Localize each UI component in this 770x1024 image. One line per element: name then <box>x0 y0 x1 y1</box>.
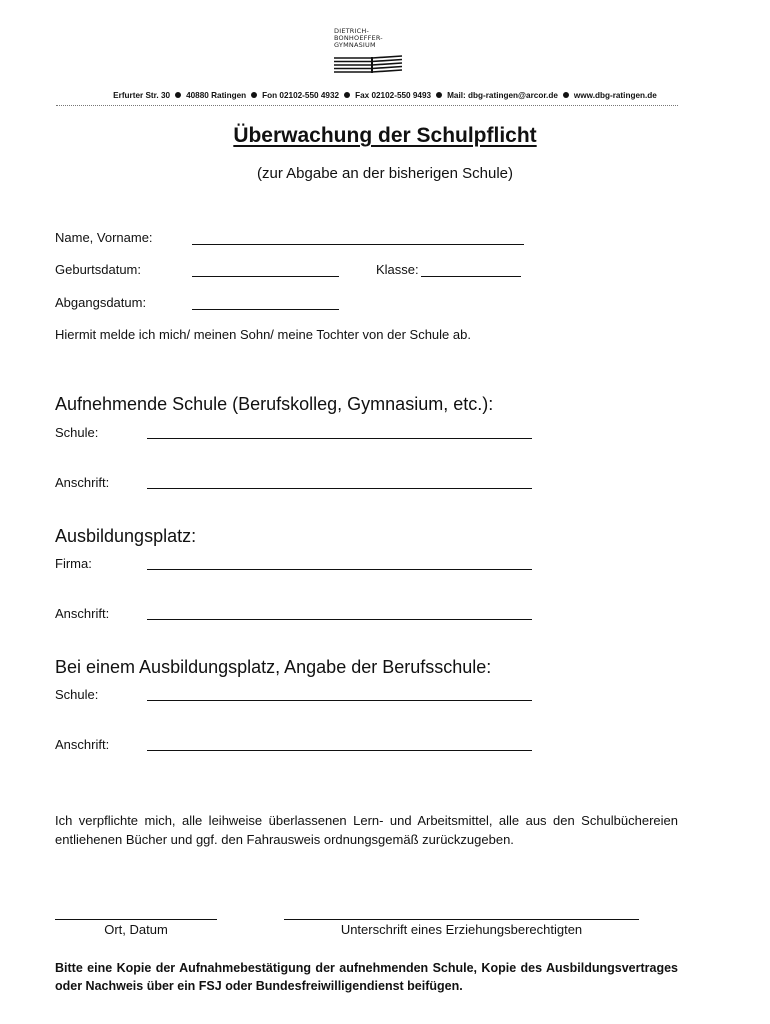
attachment-note: Bitte eine Kopie der Aufnahmebestätigung der aufnehmenden Schule, Kopie des Ausbildungsvertrages oder Nachweis über ein FSJ oder Bundesfreiwilligendienst beifügen. <box>55 961 678 993</box>
bullet-icon <box>563 92 569 98</box>
signature-field[interactable] <box>284 919 639 920</box>
bullet-icon <box>251 92 257 98</box>
leave-date-label: Abgangsdatum: <box>55 295 147 310</box>
logo-line-1: DIETRICH- <box>334 27 370 35</box>
birthdate-label: Geburtsdatum: <box>55 262 141 277</box>
logo-line-3: GYMNASIUM <box>334 41 376 49</box>
commitment-text: Ich verpflichte mich, alle leihweise überlassenen Lern- und Arbeitsmittel, alle aus den Schulbüchereien entliehenen Bücher und ggf. den Fahrausweis ordnungsgemäß zurückzugeben. <box>55 813 678 847</box>
training-heading: Ausbildungsplatz: <box>55 526 197 546</box>
place-date-field[interactable] <box>55 919 217 920</box>
logo-text <box>334 28 383 49</box>
company-address-label: Anschrift: <box>55 606 110 621</box>
receiving-address-label: Anschrift: <box>55 475 110 490</box>
form-title <box>0 124 770 148</box>
logo-line-2: BONHOEFFER- <box>334 34 383 42</box>
bullet-icon <box>175 92 181 98</box>
receiving-address-field[interactable] <box>147 488 532 489</box>
receiving-school-field[interactable] <box>147 438 532 439</box>
name-label: Name, Vorname: <box>55 230 153 245</box>
bullet-icon <box>436 92 442 98</box>
company-label: Firma: <box>55 556 92 571</box>
school-logo <box>330 28 410 78</box>
name-field[interactable] <box>192 244 524 245</box>
logo-book-icon <box>332 54 404 76</box>
contact-line <box>0 91 770 100</box>
vocational-school-label: Schule: <box>55 687 99 702</box>
birthdate-field[interactable] <box>192 276 339 277</box>
class-field[interactable] <box>421 276 521 277</box>
form-subtitle: (zur Abgabe an der bisherigen Schule) <box>257 165 513 182</box>
contact-phone: Fon 02102-550 4932 <box>262 91 340 100</box>
vocational-address-label: Anschrift: <box>55 737 110 752</box>
class-label: Klasse: <box>376 262 419 277</box>
contact-website: www.dbg-ratingen.de <box>573 91 657 100</box>
vocational-address-field[interactable] <box>147 750 532 751</box>
signature-label: Unterschrift eines Erziehungsberechtigten <box>340 922 583 937</box>
deregistration-statement: Hiermit melde ich mich/ meinen Sohn/ meine Tochter von der Schule ab. <box>55 327 471 342</box>
company-field[interactable] <box>147 569 532 570</box>
form-title-text: Überwachung der Schulpflicht <box>233 124 537 147</box>
receiving-school-label: Schule: <box>55 425 99 440</box>
leave-date-field[interactable] <box>192 309 339 310</box>
place-date-label: Ort, Datum <box>104 922 168 937</box>
company-address-field[interactable] <box>147 619 532 620</box>
contact-street: Erfurter Str. 30 <box>113 91 171 100</box>
vocational-school-heading: Bei einem Ausbildungsplatz, Angabe der Berufsschule: <box>55 657 492 677</box>
contact-fax: Fax 02102-550 9493 <box>355 91 432 100</box>
contact-email: Mail: dbg-ratingen@arcor.de <box>447 91 558 100</box>
bullet-icon <box>344 92 350 98</box>
vocational-school-field[interactable] <box>147 700 532 701</box>
receiving-school-heading: Aufnehmende Schule (Berufskolleg, Gymnasium, etc.): <box>55 394 494 414</box>
header-divider <box>56 105 678 106</box>
contact-city: 40880 Ratingen <box>186 91 247 100</box>
